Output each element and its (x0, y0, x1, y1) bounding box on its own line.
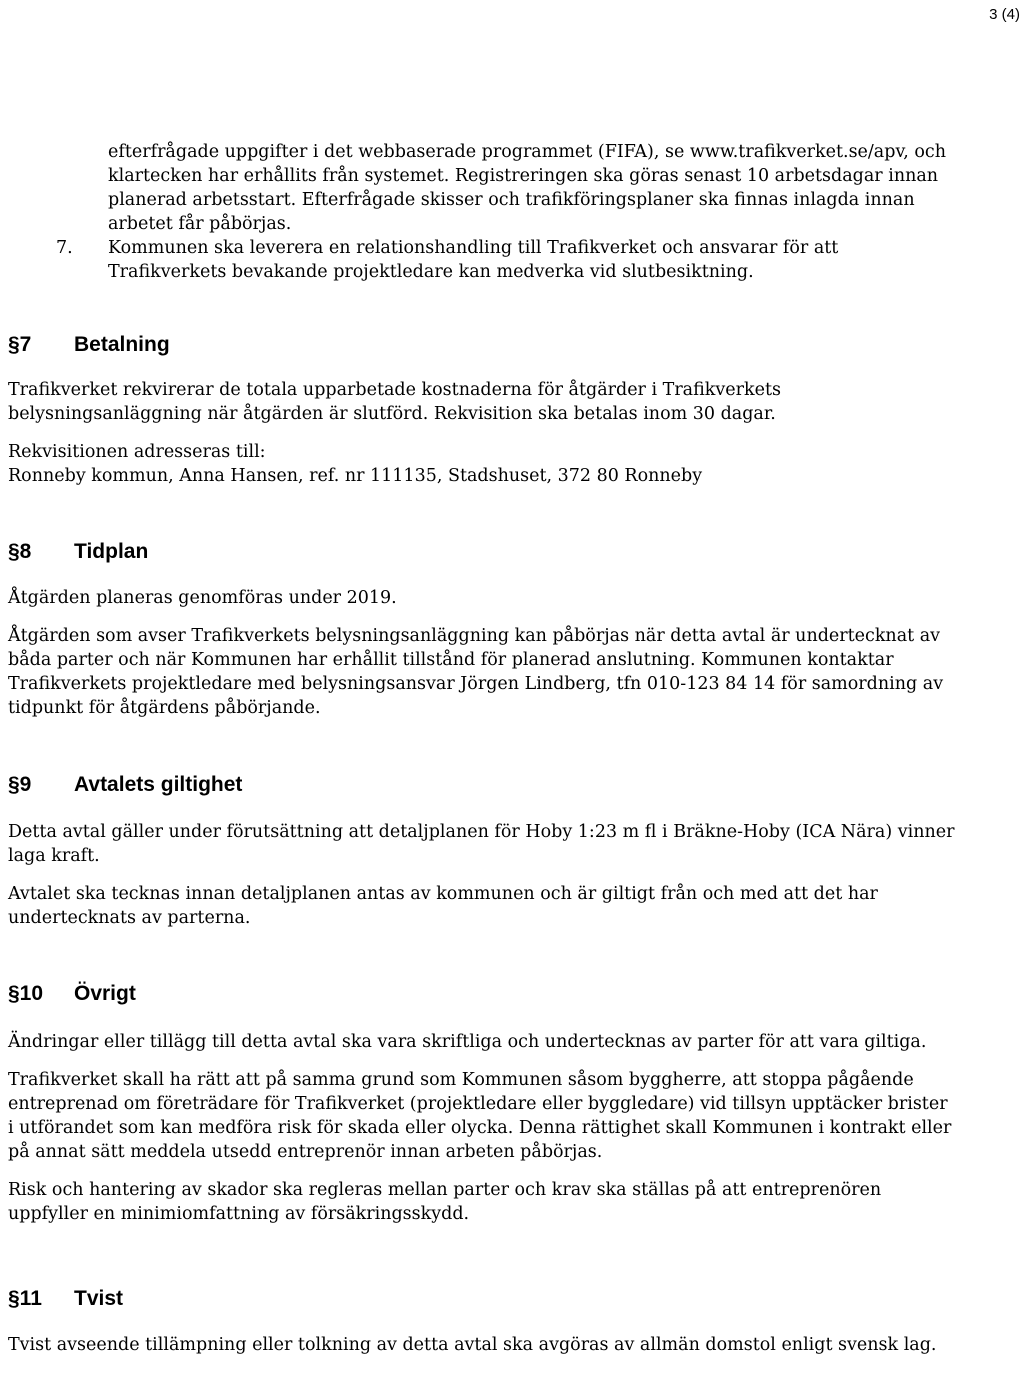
continued-list (56, 140, 956, 284)
section-7-heading (8, 333, 170, 357)
section-10-heading (8, 982, 136, 1006)
section-10-paragraph-2: Trafikverket skall ha rätt att på samma grund som Kommunen såsom byggherre, att stoppa pågående entreprenad om företrädare för Trafikverket (projektledare eller byggledare) vid tillsyn upptäcker brister i utförandet som kan medföra risk för skada eller olycka. Denna rättighet skall Kommunen i kontrakt eller på annat sätt meddela utsedd entreprenör innan arbeten påbörjas. (8, 1070, 952, 1162)
section-8-paragraph-2: Åtgärden som avser Trafikverkets belysningsanläggning kan påbörjas när detta avtal är undertecknat av båda parter och när Kommunen har erhållit tillstånd för planerad anslutning. Kommunen kontaktar Trafikverkets projektledare med belysningsansvar Jörgen Lindberg, tfn 010-123 84 14 för samordning av tidpunkt för åtgärdens påbörjande. (8, 626, 944, 718)
section-8-body (8, 586, 958, 720)
section-8-heading (8, 540, 148, 564)
section-10-paragraph-1: Ändringar eller tillägg till detta avtal ska vara skriftliga och undertecknas av parter för att vara giltiga. (8, 1032, 927, 1052)
list-item-7 (56, 236, 956, 284)
section-11-symbol: §11 (8, 1287, 42, 1310)
section-7-symbol: §7 (8, 333, 32, 356)
section-10-symbol: §10 (8, 982, 44, 1005)
section-10-paragraph-3: Risk och hantering av skador ska regleras mellan parter och krav ska ställas på att entreprenören uppfyller en minimiomfattning av försäkringsskydd. (8, 1180, 882, 1224)
section-9-title: Avtalets giltighet (74, 773, 243, 796)
section-7-address: Ronneby kommun, Anna Hansen, ref. nr 111135, Stadshuset, 372 80 Ronneby (8, 466, 703, 486)
list-item-7-text: Kommunen ska leverera en relationshandling till Trafikverket och ansvarar för att Trafikverkets bevakande projektledare kan medverka vid slutbesiktning. (108, 238, 839, 282)
list-item-6-continuation (56, 140, 956, 236)
section-9-paragraph-1: Detta avtal gäller under förutsättning att detaljplanen för Hoby 1:23 m fl i Bräkne-Hoby (ICA Nära) vinner laga kraft. (8, 822, 955, 866)
section-7-title: Betalning (74, 333, 170, 356)
section-8-paragraph-1: Åtgärden planeras genomföras under 2019. (8, 588, 397, 608)
section-11-paragraph-1: Tvist avseende tillämpning eller tolkning av detta avtal ska avgöras av allmän domstol enligt svensk lag. (8, 1335, 937, 1355)
section-11-heading (8, 1287, 123, 1311)
section-9-paragraph-2: Avtalet ska tecknas innan detaljplanen antas av kommunen och är giltigt från och med att det har undertecknats av parterna. (8, 884, 878, 928)
section-7-body (8, 378, 958, 488)
page-number: 3 (4) (989, 6, 1020, 23)
list-item-7-number: 7. (56, 238, 73, 258)
section-7-address-label: Rekvisitionen adresseras till: (8, 442, 266, 462)
section-9-heading (8, 773, 242, 797)
section-7-paragraph-1: Trafikverket rekvirerar de totala upparbetade kostnaderna för åtgärder i Trafikverkets belysningsanläggning när åtgärden är slutförd. Rekvisition ska betalas inom 30 dagar. (8, 380, 781, 424)
section-11-body (8, 1333, 958, 1357)
list-item-6-text: efterfrågade uppgifter i det webbaserade programmet (FIFA), se www.trafikverket.se/apv, och klartecken har erhållits från systemet. Registreringen ska göras senast 10 arbetsdagar innan planerad arbetsstart. Efterfrågade skisser och trafikföringsplaner ska finnas inlagda innan arbetet får påbörjas. (108, 142, 946, 234)
section-9-symbol: §9 (8, 773, 32, 796)
section-8-symbol: §8 (8, 540, 32, 563)
section-9-body (8, 820, 958, 930)
section-11-title: Tvist (74, 1287, 124, 1310)
section-10-title: Övrigt (74, 982, 136, 1005)
section-8-title: Tidplan (74, 540, 149, 563)
section-10-body (8, 1030, 958, 1226)
